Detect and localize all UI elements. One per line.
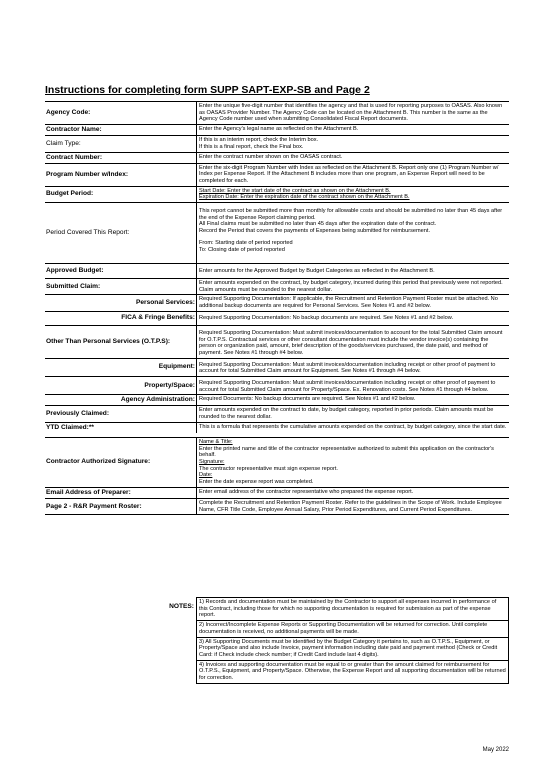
row-label: Previously Claimed: bbox=[46, 410, 110, 418]
row-contractor-name bbox=[45, 124, 509, 135]
row-label: Approved Budget: bbox=[46, 267, 104, 275]
description-line: Required Supporting Documentation: No backup documents are required. See Notes #1 and #2 below. bbox=[199, 314, 454, 321]
row-personal-services bbox=[45, 294, 509, 310]
row-label: Budget Period: bbox=[46, 190, 94, 198]
row-property-space bbox=[45, 376, 509, 394]
row-description bbox=[196, 359, 509, 376]
note-4: 4) Invoices and supporting documentation must be equal to or greater than the amount claimed for reimbursement for O.T.P.S., Equipment, and Property/Space. Otherwise, the Expense Report and all supporting documentation will be returned for correction. bbox=[197, 660, 508, 683]
description-line: Enter amounts expended on the contract to date, by budget category, reported in prior periods. Claim amounts must be rounded to the nearest dollar. bbox=[199, 407, 494, 421]
row-label: Property/Space: bbox=[144, 381, 195, 389]
note-1: 1) Records and documentation must be maintained by the Contractor to support all expenses incurred in performance of this Contract, including those for which no supporting documentation is required for submission as part of the expense report. bbox=[199, 599, 497, 619]
row-budget-period bbox=[45, 186, 509, 202]
row-description bbox=[196, 488, 509, 498]
row-contractor-signature bbox=[45, 437, 509, 487]
row-description bbox=[196, 203, 509, 263]
description-line: Enter amounts for the Approved Budget by Budget Categories as reflected in the Attachment B. bbox=[199, 267, 435, 274]
row-label: Period Covered This Report: bbox=[46, 229, 130, 237]
footer-date: May 2022 bbox=[482, 747, 509, 753]
row-description bbox=[196, 153, 509, 163]
description-line: Complete the Recruitment and Retention Payment Roster. Refer to the guidelines in the Scope of Work. Include Employee Name, CFR Title Code, Employee Annual Salary, Prior Period Expenditures, and Current Period Expenditures. bbox=[199, 499, 502, 513]
row-description bbox=[196, 264, 509, 278]
row-label: Submitted Claim: bbox=[46, 282, 101, 290]
row-label: YTD Claimed:** bbox=[46, 423, 94, 431]
row-equipment bbox=[45, 358, 509, 376]
row-email-preparer bbox=[45, 487, 509, 498]
description-line: Name & Title: bbox=[199, 438, 233, 445]
row-label: Email Address of Preparer: bbox=[46, 488, 131, 496]
row-otps bbox=[45, 325, 509, 358]
row-description bbox=[196, 423, 509, 433]
row-label: Program Number w/Index: bbox=[46, 170, 129, 178]
description-line: Required Supporting Documentation: Must submit invoices/documentation to account for the total Submitted Claim amount for O.T.P.S. Contractual services or other consultant documentation must include the vendor invoice(s) containing the person or organization paid, amount, brief description of the goods/services purchased, the date paid, and method of payment. See Notes #1 through #4 below. bbox=[199, 329, 503, 356]
row-description bbox=[196, 164, 509, 186]
row-description bbox=[196, 136, 509, 151]
row-page2-roster bbox=[45, 498, 509, 515]
row-description bbox=[196, 187, 509, 202]
description-line: Enter the unique five-digit number that identifies the agency and that is used for reporting purposes to OASAS. Also known as OASAS Provider Number. The Agency Code can be located on the Attachment B. This number is the same as the Agency Code number used when submitting Consolidated Fiscal Report documents. bbox=[199, 103, 503, 123]
row-label: Other Than Personal Services (O.T.P.S): bbox=[46, 337, 171, 345]
row-description bbox=[196, 326, 509, 358]
description-line: Signature: bbox=[199, 458, 225, 465]
description-line: Date: bbox=[199, 472, 213, 479]
row-description bbox=[196, 102, 509, 124]
notes-label: NOTES: bbox=[169, 603, 194, 610]
description-line: Required Documents: No backup documents are required. See Notes #1 and #2 below. bbox=[199, 396, 416, 403]
row-label: Personal Services: bbox=[135, 299, 195, 307]
description-line: To: Closing date of period reported bbox=[199, 246, 285, 253]
row-description bbox=[196, 377, 509, 394]
notes-box bbox=[196, 597, 509, 684]
row-period-covered bbox=[45, 202, 509, 263]
description-line: This is a formula that represents the cumulative amounts expended on the contract, by budget category, since the start date. bbox=[199, 423, 507, 430]
description-line: Required Supporting Documentation: Must submit invoices/documentation including receipt or other proof of payment to account for total Submitted Claim amount for Property/Space. Ex. Renovation costs. See Notes #1 through #4 below. bbox=[199, 380, 496, 393]
page-title: Instructions for completing form SUPP SAPT-EXP-SB and Page 2 bbox=[45, 84, 370, 96]
note-3: 3) All Supporting Documents must be identified by the Budget Category it pertains to, such as O.T.P.S., Equipment, or Property/Space and also include Invoice, payment information including date paid and payment method (Check or Credit Card: if Check include check number; if Credit Card include last 4 digits). bbox=[197, 637, 508, 660]
note-2: 2) Incorrect/Incomplete Expense Reports or Supporting Documentation will be returned for correction. Until complete documentation is received, no additional payments will be made. bbox=[197, 620, 508, 636]
row-ytd-claimed bbox=[45, 422, 509, 433]
row-label: Contractor Authorized Signature: bbox=[46, 458, 151, 466]
row-description bbox=[196, 312, 509, 325]
row-label: Equipment: bbox=[158, 363, 195, 371]
description-line: Expiration Date: Enter the expiration date of the contract shown on the Attachment B. bbox=[199, 194, 410, 201]
row-label: Claim Type: bbox=[46, 139, 81, 147]
row-label: Agency Code: bbox=[46, 109, 91, 117]
description-line: If this is a final report, check the Final box. bbox=[199, 143, 304, 150]
description-line: Enter the printed name and title of the contractor representative authorized to submit this application on the contractor's behalf. bbox=[199, 445, 494, 459]
row-description bbox=[196, 295, 509, 310]
row-label: Page 2 - R&R Payment Roster: bbox=[46, 502, 142, 510]
description-line: From: Starting date of period reported bbox=[199, 239, 293, 246]
instructions-table bbox=[45, 101, 509, 515]
description-line: Record the Period that covers the payments of Expenses being submitted for reimbursement. bbox=[199, 228, 431, 235]
row-label: Agency Administration: bbox=[120, 396, 195, 404]
description-line: Enter the Agency's legal name as reflected on the Attachment B. bbox=[199, 126, 359, 133]
row-submitted-claim bbox=[45, 278, 509, 294]
row-label: Contractor Name: bbox=[46, 126, 102, 134]
description-line: Enter the six-digit Program Number with Index as reflected on the Attachment B. Report only one (1) Program Number w/ Index per Expense Report. If the Attachment B includes more than one program, an Expense Report will need to be completed for each. bbox=[199, 164, 499, 184]
row-description bbox=[196, 438, 509, 487]
description-line: Required Supporting Documentation: If applicable, the Recruitment and Retention Payment Roster must be attached. No additional backup documents are required for Personal Services. See Notes #1 and #2 below. bbox=[199, 296, 498, 310]
row-previously-claimed bbox=[45, 405, 509, 421]
row-description bbox=[196, 279, 509, 294]
row-program-number bbox=[45, 163, 509, 186]
row-description bbox=[196, 499, 509, 514]
row-claim-type bbox=[45, 135, 509, 151]
description-line: Required Supporting Documentation: Must submit invoices/documentation including receipt or other proof of payment to account for total Submitted Claim amount for Equipment. See Notes #1 through #4 below. bbox=[199, 361, 496, 375]
notes-section bbox=[45, 597, 509, 684]
row-fica-fringe bbox=[45, 311, 509, 325]
row-approved-budget bbox=[45, 263, 509, 278]
row-agency-administration bbox=[45, 394, 509, 405]
description-line: Start Date: Enter the start date of the contract as shown on the Attachment B. bbox=[199, 187, 391, 194]
row-description bbox=[196, 125, 509, 135]
row-label: FICA & Fringe Benefits: bbox=[121, 314, 195, 322]
row-description bbox=[196, 395, 509, 405]
description-line: Enter amounts expended on the contract, by budget category, incurred during this period that previously were not reported. Claim amounts must be rounded to the nearest dollar. bbox=[199, 280, 503, 293]
description-line: This report cannot be submitted more than monthly for allowable costs and should be submitted no later than 45 days after the end of the Expense Report claiming period. bbox=[199, 208, 503, 221]
row-agency-code bbox=[45, 101, 509, 124]
description-line: Enter the contract number shown on the OASAS contract. bbox=[199, 153, 343, 160]
description-line: If this is an interim report, check the Interim box. bbox=[199, 137, 319, 144]
description-line: Enter email address of the contractor representative who prepared the expense report. bbox=[199, 488, 414, 495]
description-line: All Final claims must be submitted no later than 45 days after the expiration date of the contract. bbox=[199, 221, 437, 228]
row-contract-number bbox=[45, 152, 509, 163]
description-line: Enter the date expense report was completed. bbox=[199, 479, 314, 486]
row-label: Contract Number: bbox=[46, 153, 103, 161]
row-description bbox=[196, 406, 509, 421]
description-line: The contractor representative must sign expense report. bbox=[199, 465, 338, 472]
